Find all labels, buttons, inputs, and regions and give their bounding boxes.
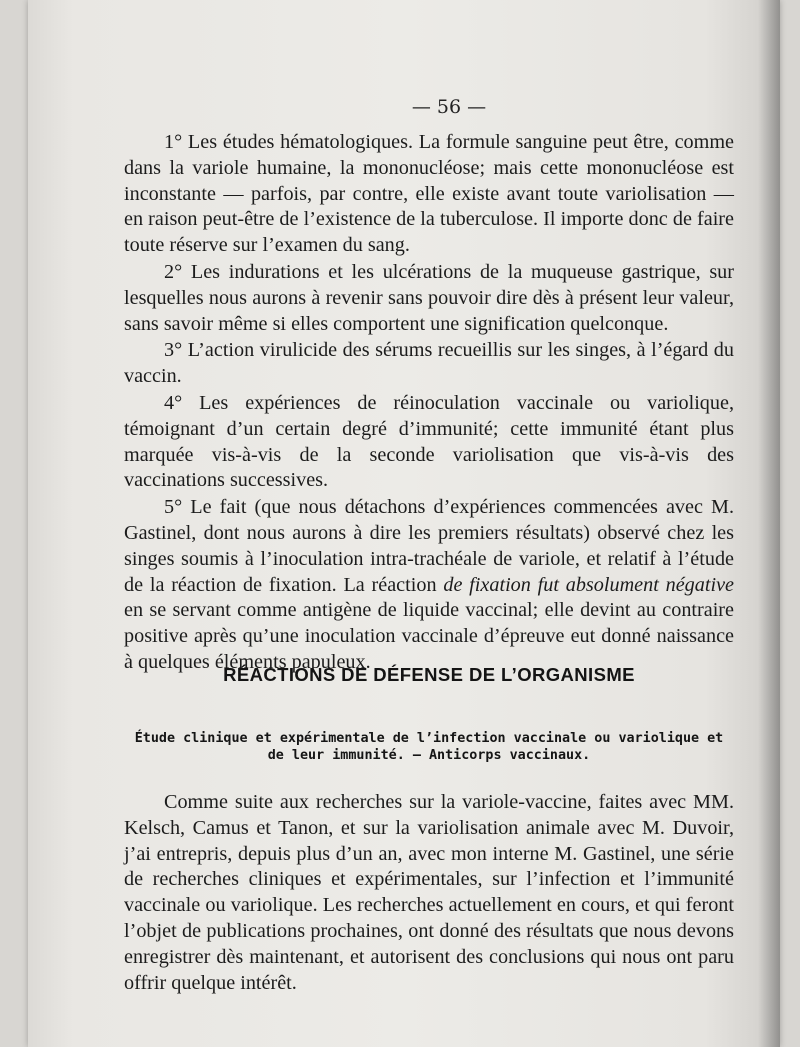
paragraph-4: 4° Les expériences de réinoculation vaccinale ou variolique, témoignant d’un certain degré d’immunité; cette immunité étant plus marquée vis-à-vis de la seconde variolisation que vis-à-vis des vaccinations successives. bbox=[124, 391, 734, 492]
paragraph-5-italic: de fixation fut absolument négative bbox=[443, 573, 734, 596]
paragraph-5-before: 5° Le fait (que nous détachons d’expériences commencées avec M. Gastinel, dont nous aurons à dire les premiers résultats) observé chez les singes soumis à l’inoculation intra-trachéale de variole, et relatif à l’étude de la réaction de fixation. La réaction bbox=[124, 496, 734, 596]
intro-paragraph: Comme suite aux recherches sur la variole-vaccine, faites avec MM. Kelsch, Camus et Tanon, et sur la variolisation animale avec M. Duvoir, j’ai entrepris, depuis plus d’un an, avec mon interne M. Gastinel, une série de recherches cliniques et expérimentales, sur l’infection et l’immunité vaccinale ou variolique. Les recherches actuellement en cours, et qui feront l’objet de publications prochaines, ont donné des résultats que nous devons enregistrer dès maintenant, et autorisent des conclusions qui nous ont paru offrir quelque intérêt. bbox=[124, 791, 734, 994]
paragraph-3: 3° L’action virulicide des sérums recueillis sur les singes, à l’égard du vaccin. bbox=[124, 339, 734, 388]
page-number: — 56 — bbox=[411, 96, 487, 118]
section-heading: RÉACTIONS DE DÉFENSE DE L’ORGANISME bbox=[223, 664, 635, 685]
paragraph-1: 1° Les études hématologiques. La formule sanguine peut être, comme dans la variole humaine, la mononucléose; mais cette mononucléose est inconstante — parfois, par contre, elle existe avant toute variolisation — en raison peut-être de l’existence de la tuberculose. Il importe donc de faire toute réserve sur l’examen du sang. bbox=[124, 131, 734, 257]
subheading: Étude clinique et expérimentale de l’infection vaccinale ou variolique et de leur immunité. — Anticorps vaccinaux. bbox=[134, 731, 724, 763]
paragraph-2: 2° Les indurations et les ulcérations de la muqueuse gastrique, sur lesquelles nous aurons à revenir sans pouvoir dire dès à présent leur valeur, sans savoir même si elles comportent une signification quelconque. bbox=[124, 260, 734, 335]
paragraph-5-after: en se servant comme antigène de liquide vaccinal; elle devint au contraire positive après qu’une inoculation vaccinale d’épreuve eut donné naissance à quelques éléments papuleux. bbox=[124, 599, 734, 673]
page-edge-shadow bbox=[758, 0, 780, 1047]
document-page bbox=[28, 0, 780, 1047]
numbered-findings bbox=[124, 130, 734, 677]
paragraph-5 bbox=[124, 495, 734, 676]
